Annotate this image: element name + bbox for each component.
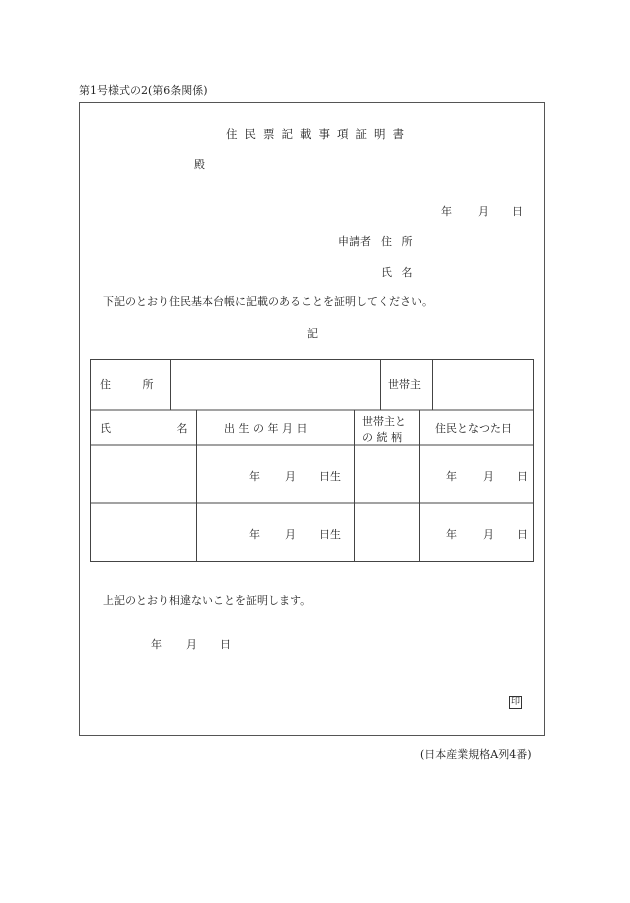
document-title: 住民票記載事項証明書 — [226, 127, 411, 141]
certification-statement: 上記のとおり相違ないことを証明します。 — [103, 594, 312, 607]
table-address-label: 住 所 — [100, 378, 154, 391]
table-relation-header-line2: の 続 柄 — [362, 431, 402, 444]
form-number: 第1号様式の2(第6条関係) — [79, 84, 208, 97]
applicant-label: 申請者 — [338, 235, 371, 248]
request-date-year: 年 — [441, 205, 452, 218]
cert-date-day: 日 — [220, 638, 231, 651]
addressee-suffix: 殿 — [194, 158, 205, 171]
cert-date-year: 年 — [151, 638, 162, 651]
row2-resident-month: 月 — [483, 528, 494, 541]
table-grid — [90, 359, 534, 563]
row1-birth-month: 月 — [285, 470, 296, 483]
row1-resident-day: 日 — [517, 470, 528, 483]
applicant-address-label: 住 所 — [381, 235, 413, 248]
certification-request-text: 下記のとおり住民基本台帳に記載のあることを証明してください。 — [103, 295, 433, 308]
seal-mark: 印 — [510, 697, 520, 707]
table-householder-label: 世帯主 — [388, 378, 421, 391]
paper-size-note: (日本産業規格A列4番) — [420, 748, 532, 761]
request-date-month: 月 — [478, 205, 489, 218]
table-birth-header: 出 生 の 年 月 日 — [224, 422, 308, 435]
ki-label: 記 — [307, 327, 318, 340]
applicant-name-label: 氏 名 — [381, 266, 413, 279]
row1-resident-month: 月 — [483, 470, 494, 483]
row1-resident-year: 年 — [446, 470, 457, 483]
cert-date-month: 月 — [186, 638, 197, 651]
row2-birth-day: 日生 — [319, 528, 341, 541]
row2-resident-year: 年 — [446, 528, 457, 541]
row2-birth-year: 年 — [249, 528, 260, 541]
row2-birth-month: 月 — [285, 528, 296, 541]
table-resident-since-header: 住民となつた日 — [435, 422, 512, 435]
row1-birth-year: 年 — [249, 470, 260, 483]
table-relation-header-line1: 世帯主と — [362, 415, 406, 428]
row2-resident-day: 日 — [517, 528, 528, 541]
table-name-header: 氏 名 — [100, 422, 188, 435]
row1-birth-day: 日生 — [319, 470, 341, 483]
record-table — [90, 359, 534, 562]
request-date-day: 日 — [512, 205, 523, 218]
